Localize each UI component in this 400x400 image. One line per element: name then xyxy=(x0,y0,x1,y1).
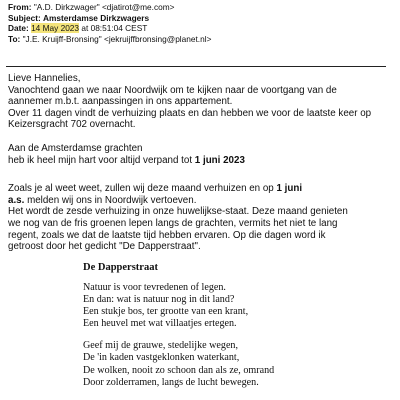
date-highlight: 14 May 2023 xyxy=(31,23,80,34)
to-label: To: xyxy=(8,33,21,44)
poem-line: De wolken, nooit zo schoon dan als ze, omrand xyxy=(83,364,275,376)
date-label: Date: xyxy=(8,23,29,34)
to-line xyxy=(8,34,211,45)
p2-line-2-text: heb ik heel mijn hart voor altijd verpand tot xyxy=(8,154,195,166)
p3-line-2-bold: a.s. xyxy=(8,194,25,206)
p3-line-1-text: Zoals je al weet weet, zullen wij deze maand verhuizen en op xyxy=(8,183,277,195)
poem-line: Een stukje bos, ter grootte van een krant, xyxy=(83,306,249,318)
p1-line-4: Keizersgracht 702 overnacht. xyxy=(8,119,136,131)
p1-line-3: Over 11 dagen vindt de verhuizing plaats en dan hebben we voor de laatste keer op xyxy=(8,107,372,119)
p3-line-1-bold: 1 juni xyxy=(276,183,303,195)
greeting: Lieve Hannelies, xyxy=(8,73,81,84)
p3-line-2 xyxy=(8,195,392,207)
letter-body xyxy=(8,73,392,253)
poem-line: Een heuvel met wat villaatjes ertegen. xyxy=(83,318,237,330)
p3-line-3: Het wordt de zesde verhuizing in onze huwelijkse-staat. Deze maand genieten xyxy=(8,206,348,218)
p3-line-2-text: melden wij ons in Noordwijk vertoeven. xyxy=(24,194,197,206)
p2-date: 1 juni 2023 xyxy=(194,154,245,166)
poem-line: Door zolderramen, langs de lucht bewegen. xyxy=(83,376,259,388)
from-label: From: xyxy=(8,2,32,12)
poem-line: De 'in kaden vastgeklonken waterkant, xyxy=(83,352,240,364)
to-value: "J.E. Kruijff-Bronsing" <jekruijffbronsing@planet.nl> xyxy=(22,33,212,44)
from-line xyxy=(8,2,211,13)
poem-line: En dan: wat is natuur nog in dit land? xyxy=(83,294,235,306)
p2-line-2 xyxy=(8,155,392,167)
from-value: "A.D. Dirkzwager" <djatirot@me.com> xyxy=(33,2,175,12)
poem-line: Natuur is voor tevredenen of legen. xyxy=(83,282,226,293)
date-line xyxy=(8,23,211,34)
p2-line-1: Aan de Amsterdamse grachten xyxy=(8,142,143,154)
subject-line xyxy=(8,13,211,24)
date-rest: at 08:51:04 CEST xyxy=(79,23,148,34)
subject-value: Amsterdamse Dirkzwagers xyxy=(43,12,150,23)
poem-line: Geef mij de grauwe, stedelijke wegen, xyxy=(83,340,238,352)
p3-line-6: getroost door het gedicht "De Dapperstraat". xyxy=(8,241,201,253)
email-header xyxy=(8,2,211,44)
p1-line-2: aannemer m.b.t. aanpassingen in ons appartement. xyxy=(8,96,233,108)
p3-line-5: regent, zoals we dat de laatste tijd hebben ervaren. Op die dagen word ik xyxy=(8,229,326,241)
poem-title: De Dapperstraat xyxy=(83,262,158,273)
p3-line-1 xyxy=(8,183,392,195)
subject-label: Subject: xyxy=(8,12,41,23)
p3-line-4: we nog van de fris groenen lepen langs de grachten, vermits het niet te lang xyxy=(8,217,338,229)
poem xyxy=(83,282,274,389)
p1-line-1: Vanochtend gaan we naar Noordwijk om te kijken naar de voortgang van de xyxy=(8,84,337,96)
header-divider xyxy=(6,66,386,67)
